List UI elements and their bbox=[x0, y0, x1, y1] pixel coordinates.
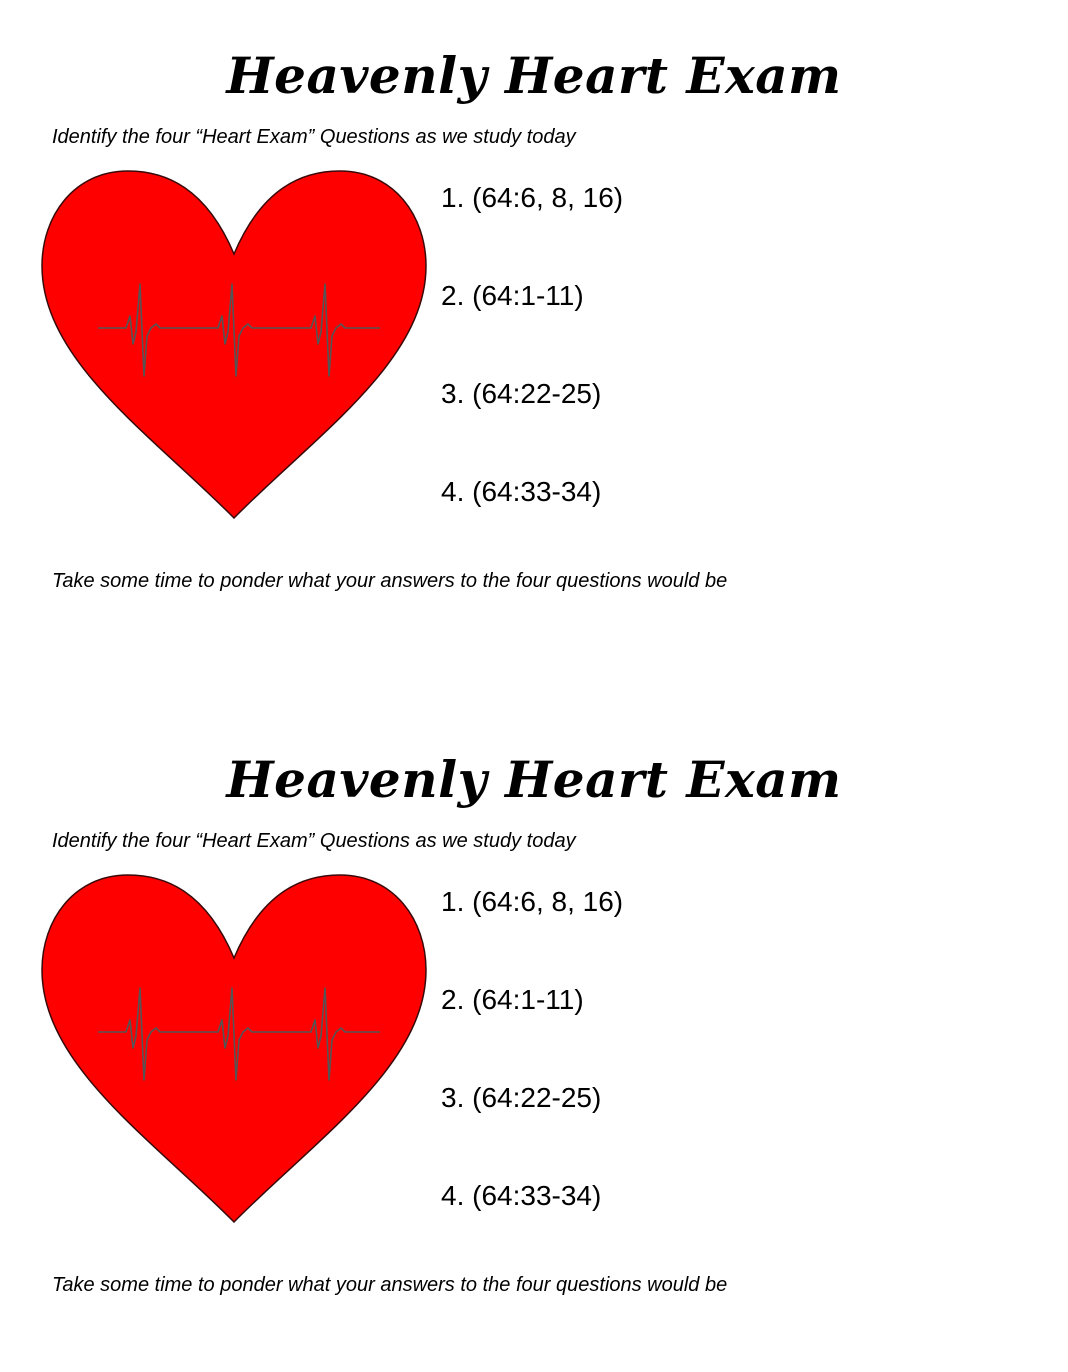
heart-icon bbox=[38, 166, 430, 524]
question-list bbox=[441, 882, 623, 1274]
worksheet-section-2 bbox=[0, 704, 1068, 1304]
footer-text: Take some time to ponder what your answers to the four questions would be bbox=[52, 570, 728, 592]
question-item: 2. (64:1-11) bbox=[441, 984, 584, 1015]
question-item: 1. (64:6, 8, 16) bbox=[441, 182, 624, 213]
worksheet-section-1 bbox=[0, 0, 1068, 600]
page-title: Heavenly Heart Exam bbox=[226, 750, 842, 809]
question-item: 4. (64:33-34) bbox=[441, 1180, 602, 1211]
question-item: 3. (64:22-25) bbox=[441, 378, 602, 409]
question-item: 3. (64:22-25) bbox=[441, 1082, 602, 1113]
footer-text: Take some time to ponder what your answers to the four questions would be bbox=[52, 1274, 728, 1296]
page-title: Heavenly Heart Exam bbox=[226, 46, 842, 105]
heart-icon bbox=[38, 870, 430, 1228]
question-item: 1. (64:6, 8, 16) bbox=[441, 886, 624, 917]
question-item: 2. (64:1-11) bbox=[441, 280, 584, 311]
question-list bbox=[441, 178, 623, 570]
question-item: 4. (64:33-34) bbox=[441, 476, 602, 507]
instruction-text: Identify the four “Heart Exam” Questions as we study today bbox=[52, 126, 576, 148]
instruction-text: Identify the four “Heart Exam” Questions as we study today bbox=[52, 830, 576, 852]
